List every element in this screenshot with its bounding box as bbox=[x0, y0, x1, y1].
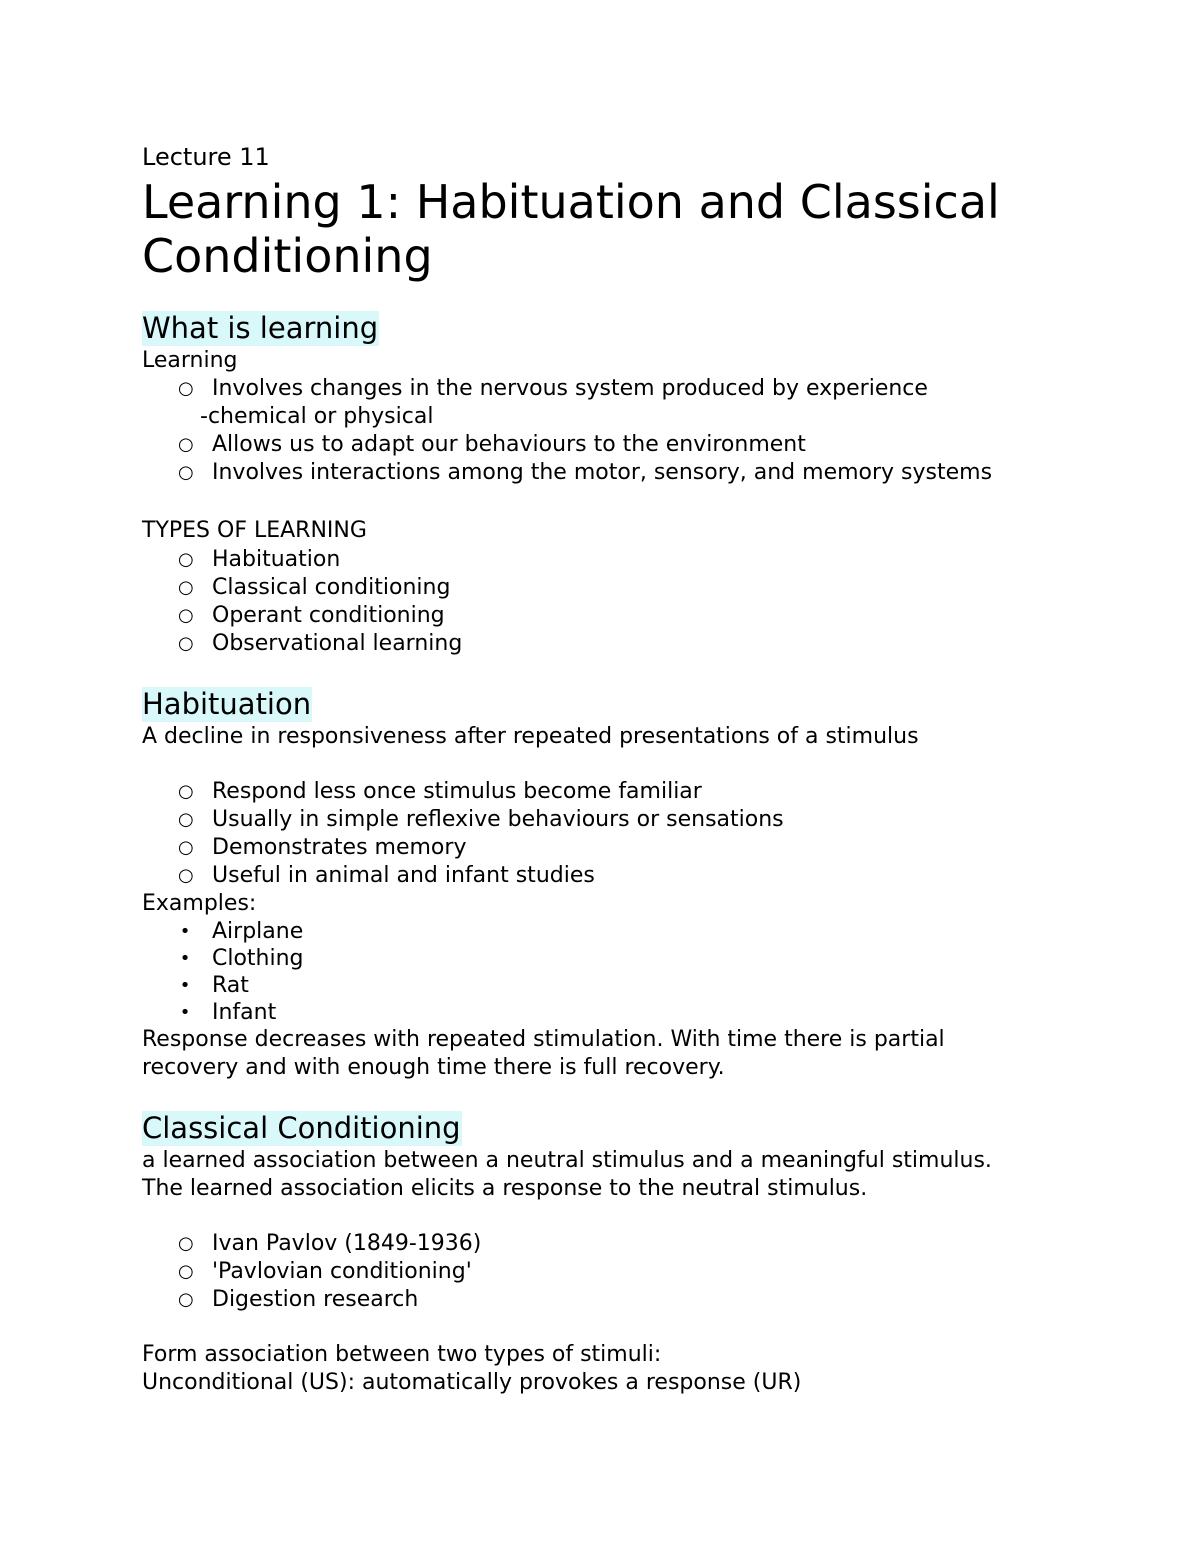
list-item bbox=[142, 862, 1102, 890]
list-item bbox=[142, 1286, 1102, 1314]
circle-bullet-icon: ○ bbox=[178, 633, 194, 654]
list-item bbox=[142, 1230, 1102, 1258]
types-list bbox=[142, 546, 1102, 658]
list-item bbox=[142, 375, 1102, 403]
classical-definition-line-1: a learned association between a neutral stimulus and a meaningful stimulus. bbox=[142, 1148, 992, 1173]
list-item-text: Ivan Pavlov (1849-1936) bbox=[212, 1231, 482, 1256]
habituation-summary-line-2: recovery and with enough time there is full recovery. bbox=[142, 1055, 725, 1080]
list-item bbox=[142, 546, 1102, 574]
list-item-text: Clothing bbox=[212, 946, 304, 971]
list-item bbox=[142, 431, 1102, 459]
list-item-text: 'Pavlovian conditioning' bbox=[212, 1259, 472, 1284]
circle-bullet-icon: ○ bbox=[178, 462, 194, 483]
list-item-text: Digestion research bbox=[212, 1287, 419, 1312]
list-item bbox=[142, 834, 1102, 862]
habituation-definition: A decline in responsiveness after repeated presentations of a stimulus bbox=[142, 724, 919, 749]
disc-bullet-icon: • bbox=[179, 948, 191, 969]
list-item bbox=[142, 778, 1102, 806]
list-item bbox=[142, 918, 1102, 945]
list-item-text: Involves changes in the nervous system produced by experience bbox=[212, 376, 928, 401]
list-item bbox=[142, 806, 1102, 834]
list-item-text: Operant conditioning bbox=[212, 603, 445, 628]
list-item bbox=[142, 602, 1102, 630]
circle-bullet-icon: ○ bbox=[178, 809, 194, 830]
list-item bbox=[142, 1258, 1102, 1286]
list-item-text: Habituation bbox=[212, 547, 341, 572]
list-item bbox=[142, 999, 1102, 1026]
list-item bbox=[142, 945, 1102, 972]
list-item bbox=[142, 459, 1102, 487]
list-item-text: Airplane bbox=[212, 919, 304, 944]
disc-bullet-icon: • bbox=[179, 921, 191, 942]
document-page bbox=[142, 140, 1102, 1397]
circle-bullet-icon: ○ bbox=[178, 1289, 194, 1310]
circle-bullet-icon: ○ bbox=[178, 434, 194, 455]
list-item-text: Respond less once stimulus become familiar bbox=[212, 779, 702, 804]
circle-bullet-icon: ○ bbox=[178, 549, 194, 570]
classical-list bbox=[142, 1230, 1102, 1314]
circle-bullet-icon: ○ bbox=[178, 1233, 194, 1254]
document-title: Learning 1: Habituation and Classical Conditioning bbox=[142, 175, 1000, 283]
list-item bbox=[142, 574, 1102, 602]
habituation-summary-line-1: Response decreases with repeated stimulation. With time there is partial bbox=[142, 1027, 945, 1052]
list-item-text: Classical conditioning bbox=[212, 575, 451, 600]
habituation-list bbox=[142, 778, 1102, 890]
heading-text: What is learning bbox=[142, 311, 379, 345]
learning-list bbox=[142, 375, 1102, 403]
lecture-label: Lecture 11 bbox=[142, 143, 270, 171]
heading-text: Classical Conditioning bbox=[142, 1111, 461, 1145]
circle-bullet-icon: ○ bbox=[178, 837, 194, 858]
circle-bullet-icon: ○ bbox=[178, 378, 194, 399]
heading-classical-conditioning bbox=[142, 1109, 1102, 1147]
disc-bullet-icon: • bbox=[179, 1002, 191, 1023]
circle-bullet-icon: ○ bbox=[178, 865, 194, 886]
list-item-text: Usually in simple reflexive behaviours or sensations bbox=[212, 807, 784, 832]
heading-habituation bbox=[142, 685, 1102, 723]
circle-bullet-icon: ○ bbox=[178, 577, 194, 598]
list-item-text: Infant bbox=[212, 1000, 277, 1025]
list-item-text: Useful in animal and infant studies bbox=[212, 863, 595, 888]
form-association-line: Form association between two types of stimuli: bbox=[142, 1342, 662, 1367]
circle-bullet-icon: ○ bbox=[178, 605, 194, 626]
disc-bullet-icon: • bbox=[179, 975, 191, 996]
circle-bullet-icon: ○ bbox=[178, 781, 194, 802]
heading-what-is-learning bbox=[142, 309, 1102, 347]
examples-label: Examples: bbox=[142, 891, 257, 916]
list-item bbox=[142, 972, 1102, 999]
list-item-text: Observational learning bbox=[212, 631, 463, 656]
list-item-text: Involves interactions among the motor, sensory, and memory systems bbox=[212, 460, 993, 485]
list-item-text: Rat bbox=[212, 973, 249, 998]
learning-sub-line: -chemical or physical bbox=[200, 404, 434, 429]
list-item-text: Allows us to adapt our behaviours to the environment bbox=[212, 432, 806, 457]
learning-intro: Learning bbox=[142, 348, 238, 373]
heading-types-of-learning: TYPES OF LEARNING bbox=[142, 518, 367, 543]
classical-definition-line-2: The learned association elicits a response to the neutral stimulus. bbox=[142, 1176, 868, 1201]
list-item bbox=[142, 630, 1102, 658]
learning-list-continued bbox=[142, 431, 1102, 487]
circle-bullet-icon: ○ bbox=[178, 1261, 194, 1282]
unconditional-line: Unconditional (US): automatically provokes a response (UR) bbox=[142, 1370, 802, 1395]
heading-text: Habituation bbox=[142, 687, 312, 721]
list-item-text: Demonstrates memory bbox=[212, 835, 467, 860]
examples-list bbox=[142, 918, 1102, 1026]
